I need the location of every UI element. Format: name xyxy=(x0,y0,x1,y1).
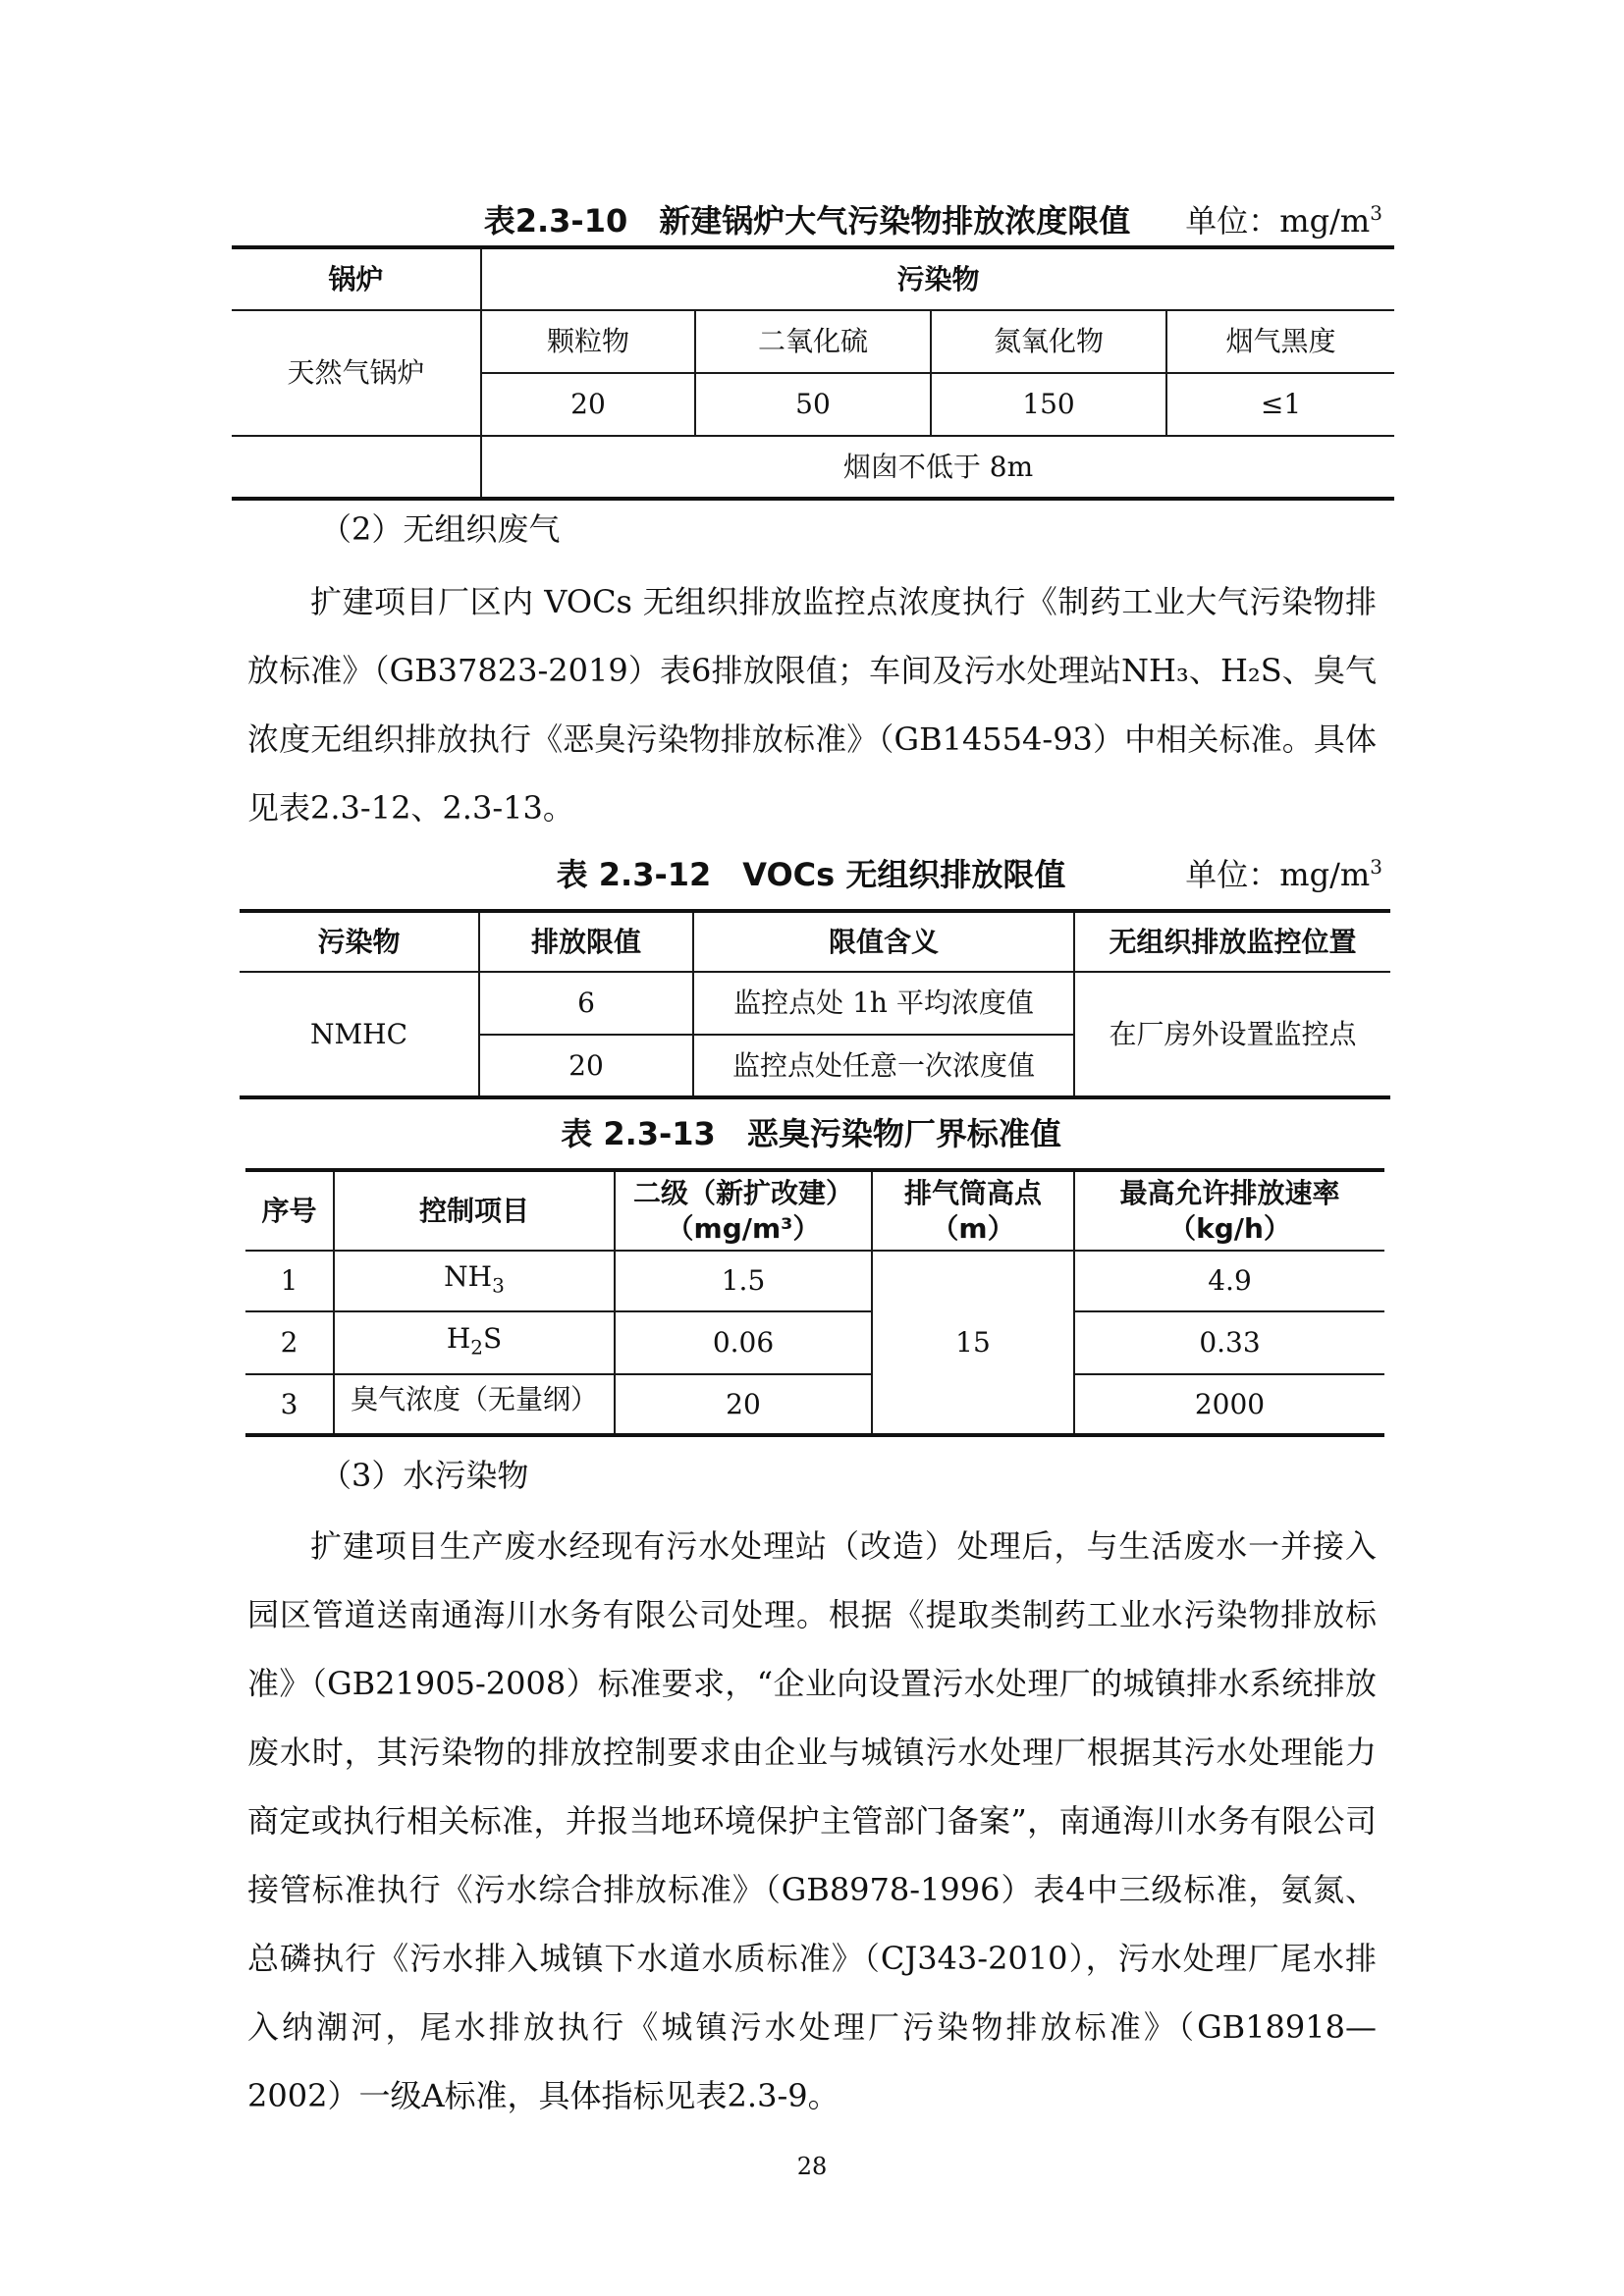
boiler-type: 天然气锅炉 xyxy=(232,310,481,436)
section-3-paragraph: 扩建项目生产废水经现有污水处理站（改造）处理后，与生活废水一并接入园区管道送南通海川水务有限公司处理。根据《提取类制药工业水污染物排放标准》（GB21905-2008）标准要求，“企业向设置污水处理厂的城镇排水系统排放废水时，其污染物的排放控制要求由企业与城镇污水处理厂根据其污水处理能力商定或执行相关标准，并报当地环境保护主管部门备案”，南通海川水务有限公司接管标准执行《污水综合排放标准》（GB8978-1996）表4中三级标准，氨氮、总磷执行《污水排入城镇下水道水质标准》（CJ343-2010），污水处理厂尾水排入纳潮河，尾水排放执行《城镇污水处理厂污染物排放标准》（GB18918—2002）一级A标准，具体指标见表2.3-9。 xyxy=(247,1527,1377,2114)
header-pollutants: 污染物 xyxy=(481,247,1394,310)
table-2-3-12 xyxy=(240,909,1390,1099)
row-rate: 2000 xyxy=(1074,1374,1384,1435)
header-level2-line2: （mg/m³） xyxy=(666,1211,821,1245)
row-level2: 0.06 xyxy=(615,1311,872,1374)
header-rate xyxy=(1074,1170,1384,1251)
row-item: $H_2S$ xyxy=(334,1311,615,1374)
table-2-3-10-caption xyxy=(232,196,1382,245)
subheader-cell: 颗粒物 xyxy=(481,310,695,373)
boiler-empty-cell xyxy=(232,436,481,499)
value-cell: 20 xyxy=(481,373,695,436)
table-2-3-13 xyxy=(245,1168,1384,1437)
subheader-cell: 氮氧化物 xyxy=(931,310,1166,373)
row-no: 3 xyxy=(245,1374,334,1435)
section-2-heading: （2）无组织废气 xyxy=(320,510,561,548)
stack-height: 15 xyxy=(872,1251,1074,1435)
caption-title: 表 2.3-13 恶臭污染物厂界标准值 xyxy=(561,1115,1061,1152)
row-rate: 0.33 xyxy=(1074,1311,1384,1374)
caption-unit: 单位：$mg/m^3$ xyxy=(1185,201,1382,240)
row-item: $NH_3$ xyxy=(334,1251,615,1311)
row-no: 1 xyxy=(245,1251,334,1311)
row-no: 2 xyxy=(245,1311,334,1374)
value-cell: ≤1 xyxy=(1166,373,1394,436)
meaning-cell: 监控点处任意一次浓度值 xyxy=(693,1035,1074,1097)
header-stack-line2: （m） xyxy=(931,1211,1015,1245)
caption-title: 表 2.3-12 VOCs 无组织排放限值 xyxy=(556,856,1066,893)
table-2-3-10 xyxy=(232,245,1394,501)
pollutant-name: NMHC xyxy=(240,972,479,1097)
row-level2: 20 xyxy=(615,1374,872,1435)
header-item: 控制项目 xyxy=(334,1170,615,1251)
header-level2-line1: 二级（新扩改建） xyxy=(632,1176,853,1209)
subheader-cell: 烟气黑度 xyxy=(1166,310,1394,373)
table-2-3-13-caption xyxy=(240,1109,1382,1158)
header-cell: 无组织排放监控位置 xyxy=(1074,911,1390,972)
monitor-location: 在厂房外设置监控点 xyxy=(1074,972,1390,1097)
section-3-heading: （3）水污染物 xyxy=(320,1457,529,1494)
header-cell: 排放限值 xyxy=(479,911,693,972)
limit-cell: 20 xyxy=(479,1035,693,1097)
chimney-note: 烟囱不低于 8m xyxy=(481,436,1394,499)
header-no: 序号 xyxy=(245,1170,334,1251)
section-2-paragraph: 扩建项目厂区内 VOCs 无组织排放监控点浓度执行《制药工业大气污染物排放标准》（GB37823-2019）表6排放限值；车间及污水处理站NH₃、H₂S、臭气浓度无组织排放执行《恶臭污染物排放标准》（GB14554-93）中相关标准。具体见表2.3-12、2.3-13。 xyxy=(247,583,1377,827)
header-cell: 污染物 xyxy=(240,911,479,972)
table-2-3-12-caption xyxy=(240,850,1382,899)
header-stack-line1: 排气筒高点 xyxy=(903,1176,1042,1209)
value-cell: 150 xyxy=(931,373,1166,436)
row-item: 臭气浓度（无量纲） xyxy=(334,1374,615,1435)
row-rate: 4.9 xyxy=(1074,1251,1384,1311)
header-rate-line1: 最高允许排放速率 xyxy=(1119,1176,1340,1209)
header-rate-line2: （kg/h） xyxy=(1168,1211,1291,1245)
header-cell: 限值含义 xyxy=(693,911,1074,972)
row-level2: 1.5 xyxy=(615,1251,872,1311)
header-level2 xyxy=(615,1170,872,1251)
limit-cell: 6 xyxy=(479,972,693,1035)
page-number: 28 xyxy=(796,2153,828,2180)
value-cell: 50 xyxy=(695,373,931,436)
header-stack xyxy=(872,1170,1074,1251)
meaning-cell: 监控点处 1h 平均浓度值 xyxy=(693,972,1074,1035)
header-boiler: 锅炉 xyxy=(232,247,481,310)
subheader-cell: 二氧化硫 xyxy=(695,310,931,373)
caption-title: 表2.3-10 新建锅炉大气污染物排放浓度限值 xyxy=(483,202,1131,240)
caption-unit: 单位：$mg/m^3$ xyxy=(1185,855,1382,893)
